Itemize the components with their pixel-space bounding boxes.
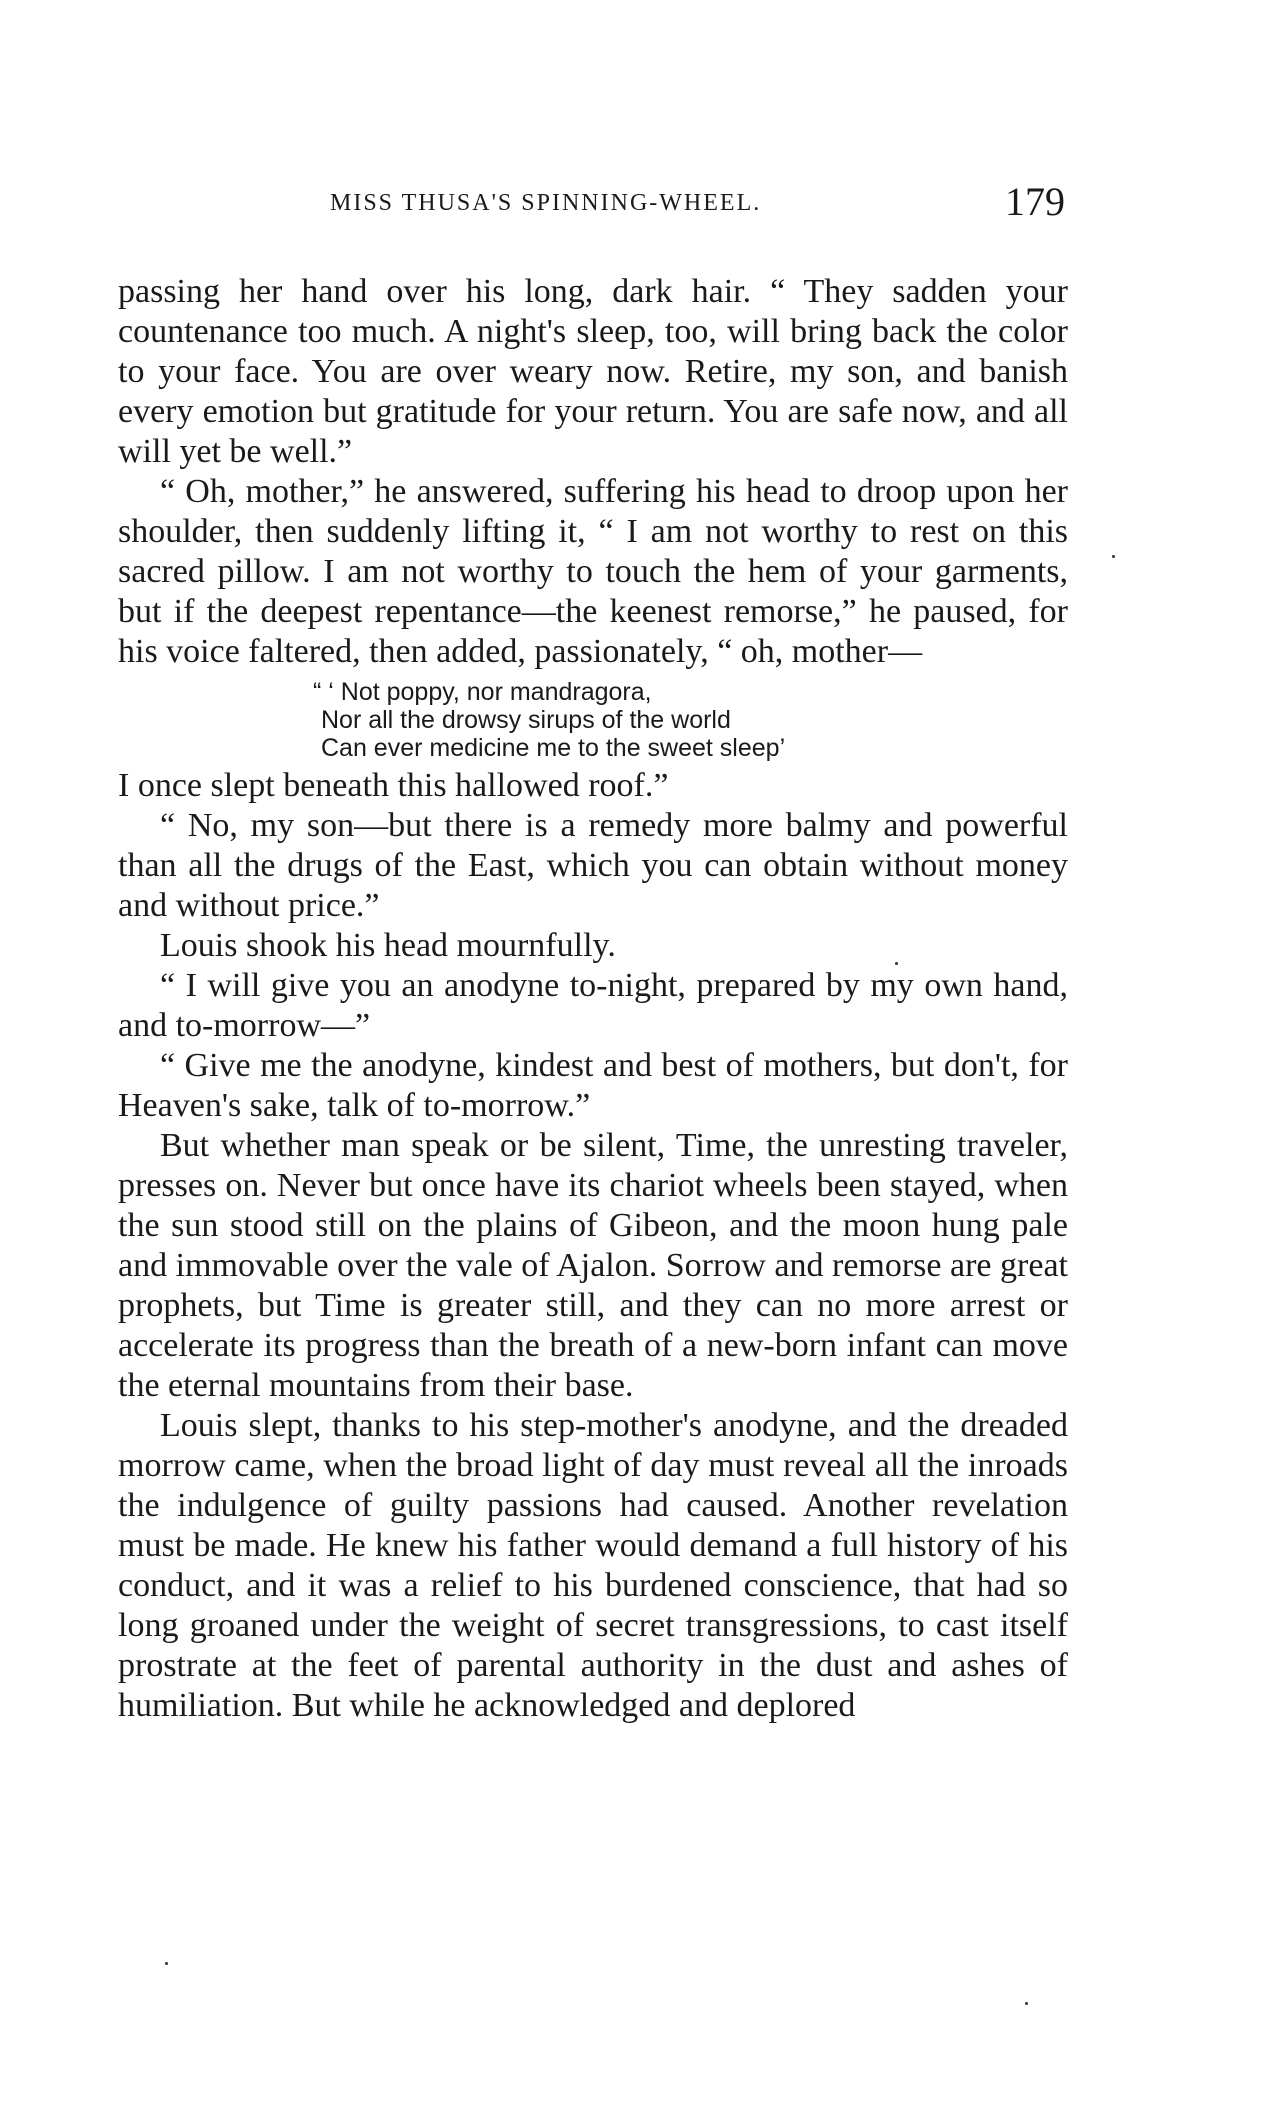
print-speck	[895, 962, 898, 965]
paragraph: But whether man speak or be silent, Time, the unresting traveler, presses on. Never but once have its chariot wheels been stayed, when the sun stood still on the plains of Gibeon, and the moon hung pale and immovable over the vale of Ajalon. Sorrow and remorse are great prophets, but Time is greater still, and they can no more arrest or accelerate its progress than the breath of a new-born infant can move the eternal mountains from their base.	[118, 1127, 1068, 1404]
running-head: MISS THUSA'S SPINNING-WHEEL.	[330, 190, 762, 216]
verse-line: Can ever medicine me to the sweet sleep’	[321, 734, 786, 762]
print-speck	[1112, 555, 1115, 558]
paragraph: I once slept beneath this hallowed roof.”	[118, 767, 669, 804]
paragraph: Louis slept, thanks to his step-mother's anodyne, and the dreaded morrow came, when the broad light of day must reveal all the inroads the indulgence of guilty passions had caused. Another revelation must be made. He knew his father would demand a full history of his conduct, and it was a relief to his burdened conscience, that had so long groaned under the weight of secret transgressions, to cast itself prostrate at the feet of parental authority in the dust and ashes of humiliation. But while he acknowledged and deplored	[118, 1407, 1068, 1724]
paragraph: “ I will give you an anodyne to-night, prepared by my own hand, and to-morrow—”	[118, 967, 1068, 1044]
page-number: 179	[1005, 179, 1065, 224]
print-speck	[165, 1962, 168, 1965]
verse-quotation	[313, 678, 1068, 762]
paragraph: “ Oh, mother,” he answered, suffering his head to droop upon her shoulder, then suddenly lifting it, “ I am not worthy to rest on this sacred pillow. I am not worthy to touch the hem of your garments, but if the deepest repentance—the keenest remorse,” he paused, for his voice faltered, then added, passionately, “ oh, mother—	[118, 473, 1068, 670]
paragraph: “ Give me the anodyne, kindest and best of mothers, but don't, for Heaven's sake, talk of to-morrow.”	[118, 1047, 1068, 1124]
verse-line: Nor all the drowsy sirups of the world	[321, 706, 731, 734]
print-speck	[1025, 2002, 1028, 2005]
paragraph: Louis shook his head mournfully.	[160, 927, 616, 964]
paragraph: passing her hand over his long, dark hair. “ They sadden your countenance too much. A night's sleep, too, will bring back the color to your face. You are over weary now. Retire, my son, and banish every emotion but gratitude for your return. You are safe now, and all will yet be well.”	[118, 273, 1068, 470]
verse-line: “ ‘ Not poppy, nor mandragora,	[313, 678, 652, 706]
paragraph: “ No, my son—but there is a remedy more balmy and powerful than all the drugs of the East, which you can obtain without money and without price.”	[118, 807, 1068, 924]
body-text	[118, 272, 1068, 1726]
